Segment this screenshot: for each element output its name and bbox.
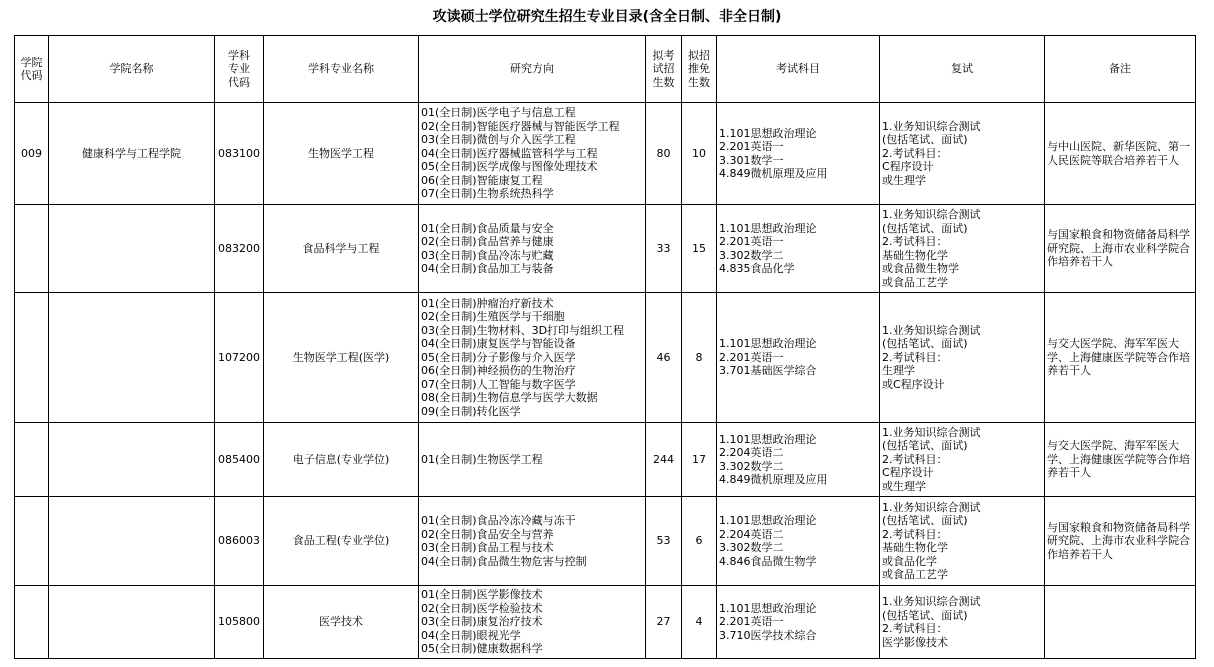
college-code-cell xyxy=(15,205,49,293)
header-quota: 拟考 试招 生数 xyxy=(646,36,682,103)
table-row xyxy=(15,205,1196,293)
program-catalog-table xyxy=(14,35,1196,659)
header-major-name: 学科专业名称 xyxy=(264,36,419,103)
exam-cell: 1.101思想政治理论 2.201英语一 3.710医学技术综合 xyxy=(717,586,880,659)
major-code-cell: 083100 xyxy=(215,103,264,205)
quota-cell: 244 xyxy=(646,423,682,497)
major-name-cell: 生物医学工程 xyxy=(264,103,419,205)
table-row xyxy=(15,103,1196,205)
remarks-cell: 与国家粮食和物资储备局科学研究院、上海市农业科学院合作培养若干人 xyxy=(1045,497,1196,586)
exam-cell: 1.101思想政治理论 2.201英语一 3.302数学二 4.835食品化学 xyxy=(717,205,880,293)
major-name-cell: 电子信息(专业学位) xyxy=(264,423,419,497)
exam-cell: 1.101思想政治理论 2.204英语二 3.302数学二 4.846食品微生物学 xyxy=(717,497,880,586)
remarks-cell: 与交大医学院、海军军医大学、上海健康医学院等合作培养若干人 xyxy=(1045,423,1196,497)
major-code-cell: 107200 xyxy=(215,293,264,423)
college-code-cell xyxy=(15,586,49,659)
major-name-cell: 生物医学工程(医学) xyxy=(264,293,419,423)
exempt-cell: 4 xyxy=(682,586,717,659)
exempt-cell: 15 xyxy=(682,205,717,293)
page-title: 攻读硕士学位研究生招生专业目录(含全日制、非全日制) xyxy=(432,9,782,25)
college-name-cell: 健康科学与工程学院 xyxy=(49,103,215,205)
header-exempt: 拟招 推免 生数 xyxy=(682,36,717,103)
major-code-cell: 086003 xyxy=(215,497,264,586)
header-retest: 复试 xyxy=(880,36,1045,103)
remarks-cell: 与国家粮食和物资储备局科学研究院、上海市农业科学院合作培养若干人 xyxy=(1045,205,1196,293)
exam-cell: 1.101思想政治理论 2.201英语一 3.301数学一 4.849微机原理及应用 xyxy=(717,103,880,205)
major-code-cell: 085400 xyxy=(215,423,264,497)
quota-cell: 53 xyxy=(646,497,682,586)
retest-cell: 1.业务知识综合测试 (包括笔试、面试) 2.考试科目： 医学影像技术 xyxy=(880,586,1045,659)
major-name-cell: 食品工程(专业学位) xyxy=(264,497,419,586)
college-code-cell xyxy=(15,293,49,423)
remarks-cell xyxy=(1045,586,1196,659)
header-exam: 考试科目 xyxy=(717,36,880,103)
college-code-cell: 009 xyxy=(15,103,49,205)
major-code-cell: 105800 xyxy=(215,586,264,659)
direction-cell: 01(全日制)肿瘤治疗新技术 02(全日制)生殖医学与干细胞 03(全日制)生物材料、3D打印与组织工程 04(全日制)康复医学与智能设备 05(全日制)分子影像与介入医学 06(全日制)神经损伤的生物治疗 07(全日制)人工智能与数字医学 08(全日制)生物信息学与医学大数据 09(全日制)转化医学 xyxy=(419,293,646,423)
retest-cell: 1.业务知识综合测试 (包括笔试、面试) 2.考试科目： 基础生物化学 或食品化学 或食品工艺学 xyxy=(880,497,1045,586)
table-row xyxy=(15,497,1196,586)
exempt-cell: 10 xyxy=(682,103,717,205)
direction-cell: 01(全日制)食品质量与安全 02(全日制)食品营养与健康 03(全日制)食品冷冻与贮藏 04(全日制)食品加工与装备 xyxy=(419,205,646,293)
college-code-cell xyxy=(15,423,49,497)
remarks-cell: 与交大医学院、海军军医大学、上海健康医学院等合作培养若干人 xyxy=(1045,293,1196,423)
college-name-cell xyxy=(49,293,215,423)
major-name-cell: 医学技术 xyxy=(264,586,419,659)
direction-cell: 01(全日制)食品冷冻冷藏与冻干 02(全日制)食品安全与营养 03(全日制)食品工程与技术 04(全日制)食品微生物危害与控制 xyxy=(419,497,646,586)
table-row xyxy=(15,423,1196,497)
direction-cell: 01(全日制)医学电子与信息工程 02(全日制)智能医疗器械与智能医学工程 03(全日制)微创与介入医学工程 04(全日制)医疗器械监管科学与工程 05(全日制)医学成像与图像处理技术 06(全日制)智能康复工程 07(全日制)生物系统热科学 xyxy=(419,103,646,205)
exam-cell: 1.101思想政治理论 2.201英语一 3.701基础医学综合 xyxy=(717,293,880,423)
header-remarks: 备注 xyxy=(1045,36,1196,103)
exempt-cell: 6 xyxy=(682,497,717,586)
table-row xyxy=(15,293,1196,423)
header-row xyxy=(15,36,1196,103)
exempt-cell: 8 xyxy=(682,293,717,423)
college-code-cell xyxy=(15,497,49,586)
quota-cell: 27 xyxy=(646,586,682,659)
exempt-cell: 17 xyxy=(682,423,717,497)
retest-cell: 1.业务知识综合测试 (包括笔试、面试) 2.考试科目： 基础生物化学 或食品微生物学 或食品工艺学 xyxy=(880,205,1045,293)
header-college-name: 学院名称 xyxy=(49,36,215,103)
direction-cell: 01(全日制)生物医学工程 xyxy=(419,423,646,497)
remarks-cell: 与中山医院、新华医院、第一人民医院等联合培养若干人 xyxy=(1045,103,1196,205)
retest-cell: 1.业务知识综合测试 (包括笔试、面试) 2.考试科目： C程序设计 或生理学 xyxy=(880,103,1045,205)
college-name-cell xyxy=(49,586,215,659)
major-code-cell: 083200 xyxy=(215,205,264,293)
college-name-cell xyxy=(49,423,215,497)
header-direction: 研究方向 xyxy=(419,36,646,103)
table-row xyxy=(15,586,1196,659)
major-name-cell: 食品科学与工程 xyxy=(264,205,419,293)
retest-cell: 1.业务知识综合测试 (包括笔试、面试) 2.考试科目： C程序设计 或生理学 xyxy=(880,423,1045,497)
quota-cell: 80 xyxy=(646,103,682,205)
college-name-cell xyxy=(49,497,215,586)
header-major-code: 学科 专业 代码 xyxy=(215,36,264,103)
quota-cell: 46 xyxy=(646,293,682,423)
header-college-code: 学院 代码 xyxy=(15,36,49,103)
retest-cell: 1.业务知识综合测试 (包括笔试、面试) 2.考试科目： 生理学 或C程序设计 xyxy=(880,293,1045,423)
college-name-cell xyxy=(49,205,215,293)
exam-cell: 1.101思想政治理论 2.204英语二 3.302数学二 4.849微机原理及应用 xyxy=(717,423,880,497)
direction-cell: 01(全日制)医学影像技术 02(全日制)医学检验技术 03(全日制)康复治疗技术 04(全日制)眼视光学 05(全日制)健康数据科学 xyxy=(419,586,646,659)
quota-cell: 33 xyxy=(646,205,682,293)
